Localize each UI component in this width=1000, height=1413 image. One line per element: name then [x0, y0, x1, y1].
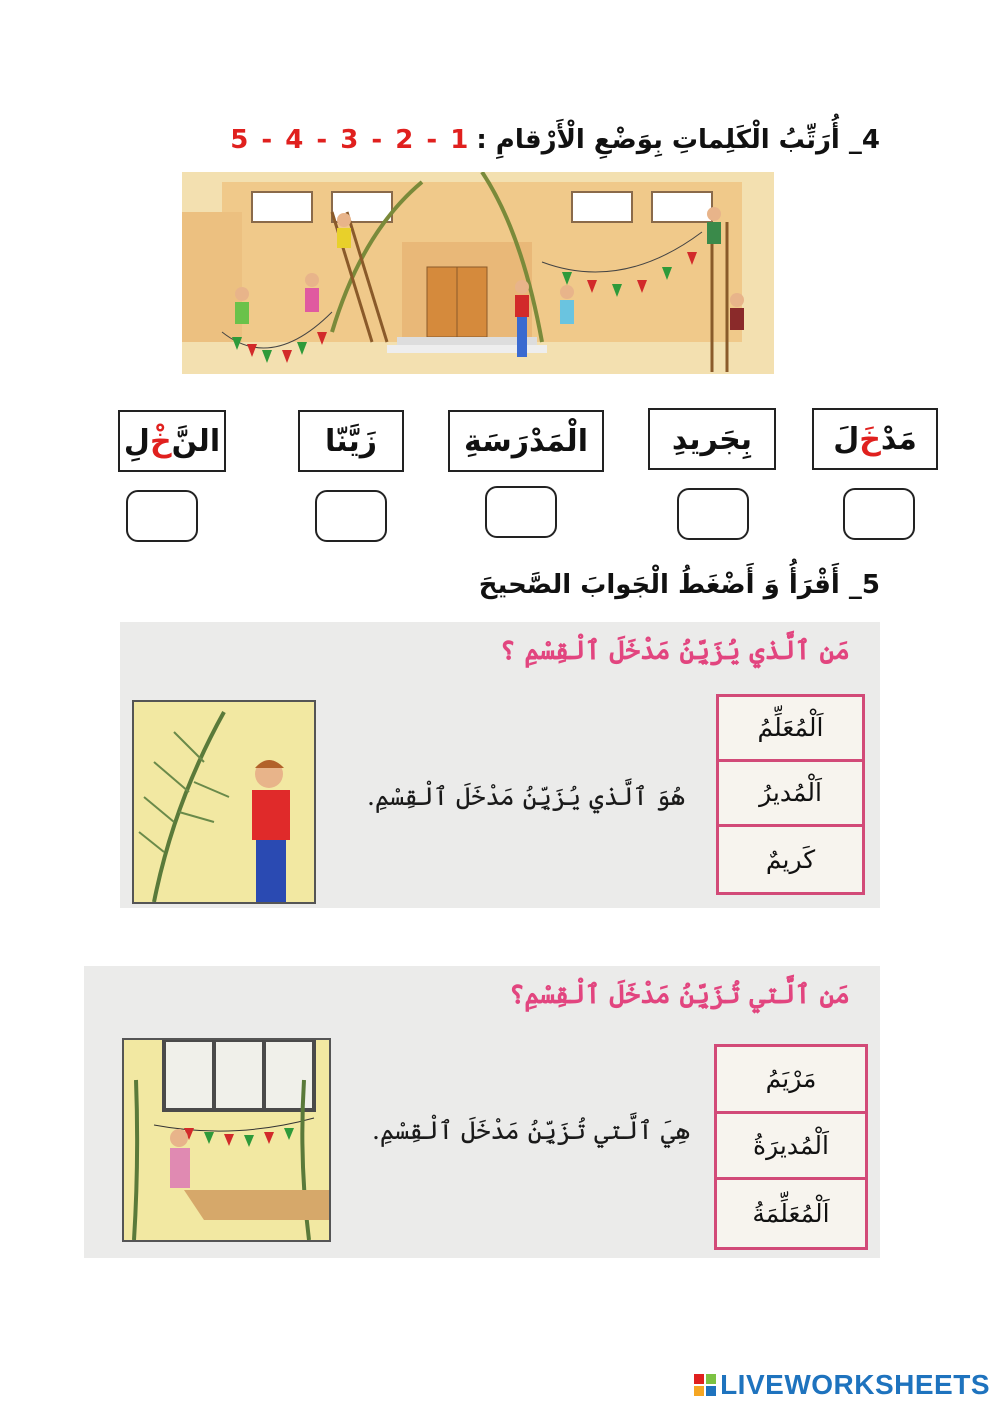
order-answer-box-alnakhl[interactable]	[126, 490, 198, 542]
word-box-zayyanna: زَيَّنّا	[298, 410, 404, 472]
panel-2-sentence: هِيَ ٱلَّتي تُزَيِّنُ مَدْخَلَ ٱلْقِسْمِ.	[371, 1116, 690, 1145]
liveworksheets-mark-icon	[694, 1374, 716, 1396]
word-box-alnakhl: النَّ خْ لِ	[118, 410, 226, 472]
exercise-5-title	[479, 563, 880, 607]
word-box-madkhal: مَدْ خَ لَ	[812, 408, 938, 470]
order-numbers: 5 - 4 - 3 - 2 - 1	[230, 125, 471, 155]
order-answer-box-zayyanna[interactable]	[315, 490, 387, 542]
exercise-4-title	[230, 118, 880, 162]
panel-1-sentence: هُوَ ٱلَّذي يُزَيِّنُ مَدْخَلَ ٱلْقِسْمِ.	[366, 782, 685, 811]
exercise-4-instruction: 4_ أُرَتِّبُ الْكَلِماتِ بِوَضْعِ الْأَرْقامِ :	[476, 125, 880, 155]
panel-1-options	[716, 694, 865, 895]
option-almuallima[interactable]: اَلْمُعَلِّمَةُ	[752, 1199, 830, 1229]
word-box-almadrasa: الْمَدْرَسَةِ	[448, 410, 604, 472]
order-answer-box-almadrasa[interactable]	[485, 486, 557, 538]
panel-1-question: مَنِ ٱلَّذي يُزَيِّنُ مَدْخَلَ ٱلْقِسْمِ ؟	[500, 636, 850, 666]
option-almuallim[interactable]: اَلْمُعَلِّمُ	[719, 697, 862, 762]
question-panel-2	[84, 966, 880, 1258]
option-karim[interactable]: كَريمٌ	[765, 844, 816, 874]
option-maryam[interactable]: مَرْيَمُ	[717, 1047, 865, 1114]
school-decoration-illustration	[182, 172, 774, 374]
girl-decorating-picture	[122, 1038, 331, 1242]
panel-2-options	[714, 1044, 868, 1250]
liveworksheets-logo	[694, 1369, 990, 1401]
order-answer-box-bijareed[interactable]	[677, 488, 749, 540]
word-box-bijareed: بِجَريدِ	[648, 408, 776, 470]
option-almudira[interactable]: اَلْمُديرَةُ	[717, 1114, 865, 1181]
order-answer-box-madkhal[interactable]	[843, 488, 915, 540]
panel-2-question: مَنِ ٱلَّتي تُزَيِّنُ مَدْخَلَ ٱلْقِسْمِ؟	[509, 980, 850, 1010]
question-panel-1	[120, 622, 880, 908]
option-almudir[interactable]: اَلْمُديرُ	[719, 762, 862, 827]
logo-text: LIVEWORKSHEETS	[720, 1369, 990, 1400]
exercise-5-instruction: 5_ أَقْرَأُ وَ أَضْغَطُ الْجَوابَ الصَّحيحَ	[478, 570, 880, 600]
boy-decorating-picture	[132, 700, 316, 904]
